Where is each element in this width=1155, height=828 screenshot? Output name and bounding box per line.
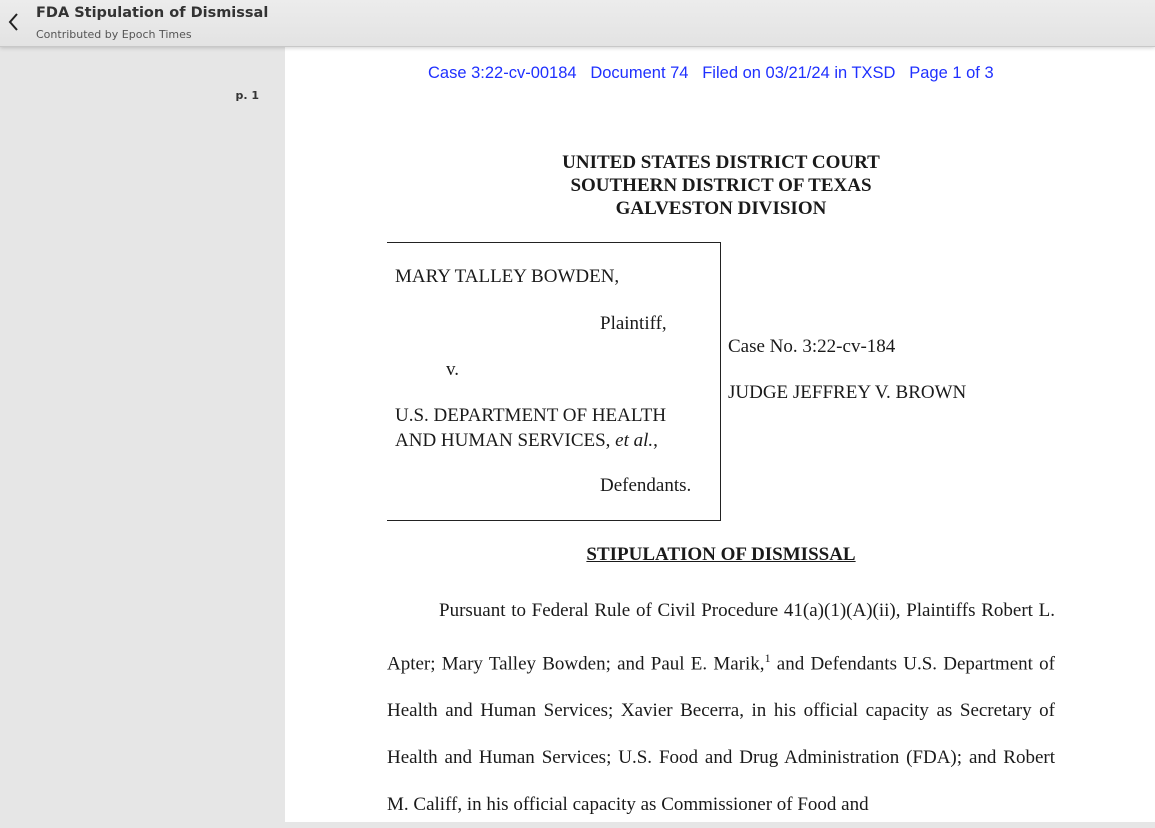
plaintiff-name: MARY TALLEY BOWDEN, <box>395 266 620 287</box>
defendants-label: Defendants. <box>600 475 692 496</box>
document-title: FDA Stipulation of Dismissal <box>36 5 269 21</box>
defendant-name-text: AND HUMAN SERVICES, <box>395 430 611 451</box>
back-button[interactable] <box>2 7 24 37</box>
defendant-comma: , <box>653 430 658 451</box>
et-al: et al. <box>615 430 654 451</box>
document-contributor: Contributed by Epoch Times <box>36 28 192 41</box>
court-district: SOUTHERN DISTRICT OF TEXAS <box>570 175 872 196</box>
top-bar <box>0 0 1155 47</box>
filing-stamp: Case 3:22-cv-00184 Document 74 Filed on 03/21/24 in TXSD Page 1 of 3 <box>428 64 994 82</box>
body-text-part1: Pursuant to Federal Rule of Civil Procedure 41(a)(1)(A)(ii), Plaintiffs Robert L. Apter; Mary Talley Bowden; and Paul E. Marik, <box>387 600 1055 675</box>
body-paragraph <box>387 588 1055 828</box>
case-number: Case No. 3:22-cv-184 <box>728 336 896 357</box>
judge-name: JUDGE JEFFREY V. BROWN <box>728 382 967 403</box>
page-number-label[interactable]: p. 1 <box>235 89 259 102</box>
versus-label: v. <box>446 359 460 380</box>
body-text-part2: and Defendants U.S. Department of Health and Human Services; Xavier Becerra, in his official capacity as Secretary of Health and Human Services; U.S. Food and Drug Administration (FDA); and Robert M. Califf, in his official capacity as Commissioner of Food and <box>387 653 1055 815</box>
footnote-reference[interactable]: 1 <box>764 650 771 665</box>
document-page <box>285 47 1155 822</box>
court-header <box>285 151 1155 220</box>
defendant-name-line2 <box>395 430 658 452</box>
page-sidebar <box>0 47 285 822</box>
defendant-name-line1: U.S. DEPARTMENT OF HEALTH <box>395 405 667 426</box>
heading-text: STIPULATION OF DISMISSAL <box>586 544 856 565</box>
chevron-left-icon <box>7 12 19 32</box>
document-heading <box>285 544 1155 566</box>
court-division: GALVESTON DIVISION <box>615 198 827 219</box>
plaintiff-label: Plaintiff, <box>600 313 667 334</box>
court-name: UNITED STATES DISTRICT COURT <box>562 152 880 173</box>
